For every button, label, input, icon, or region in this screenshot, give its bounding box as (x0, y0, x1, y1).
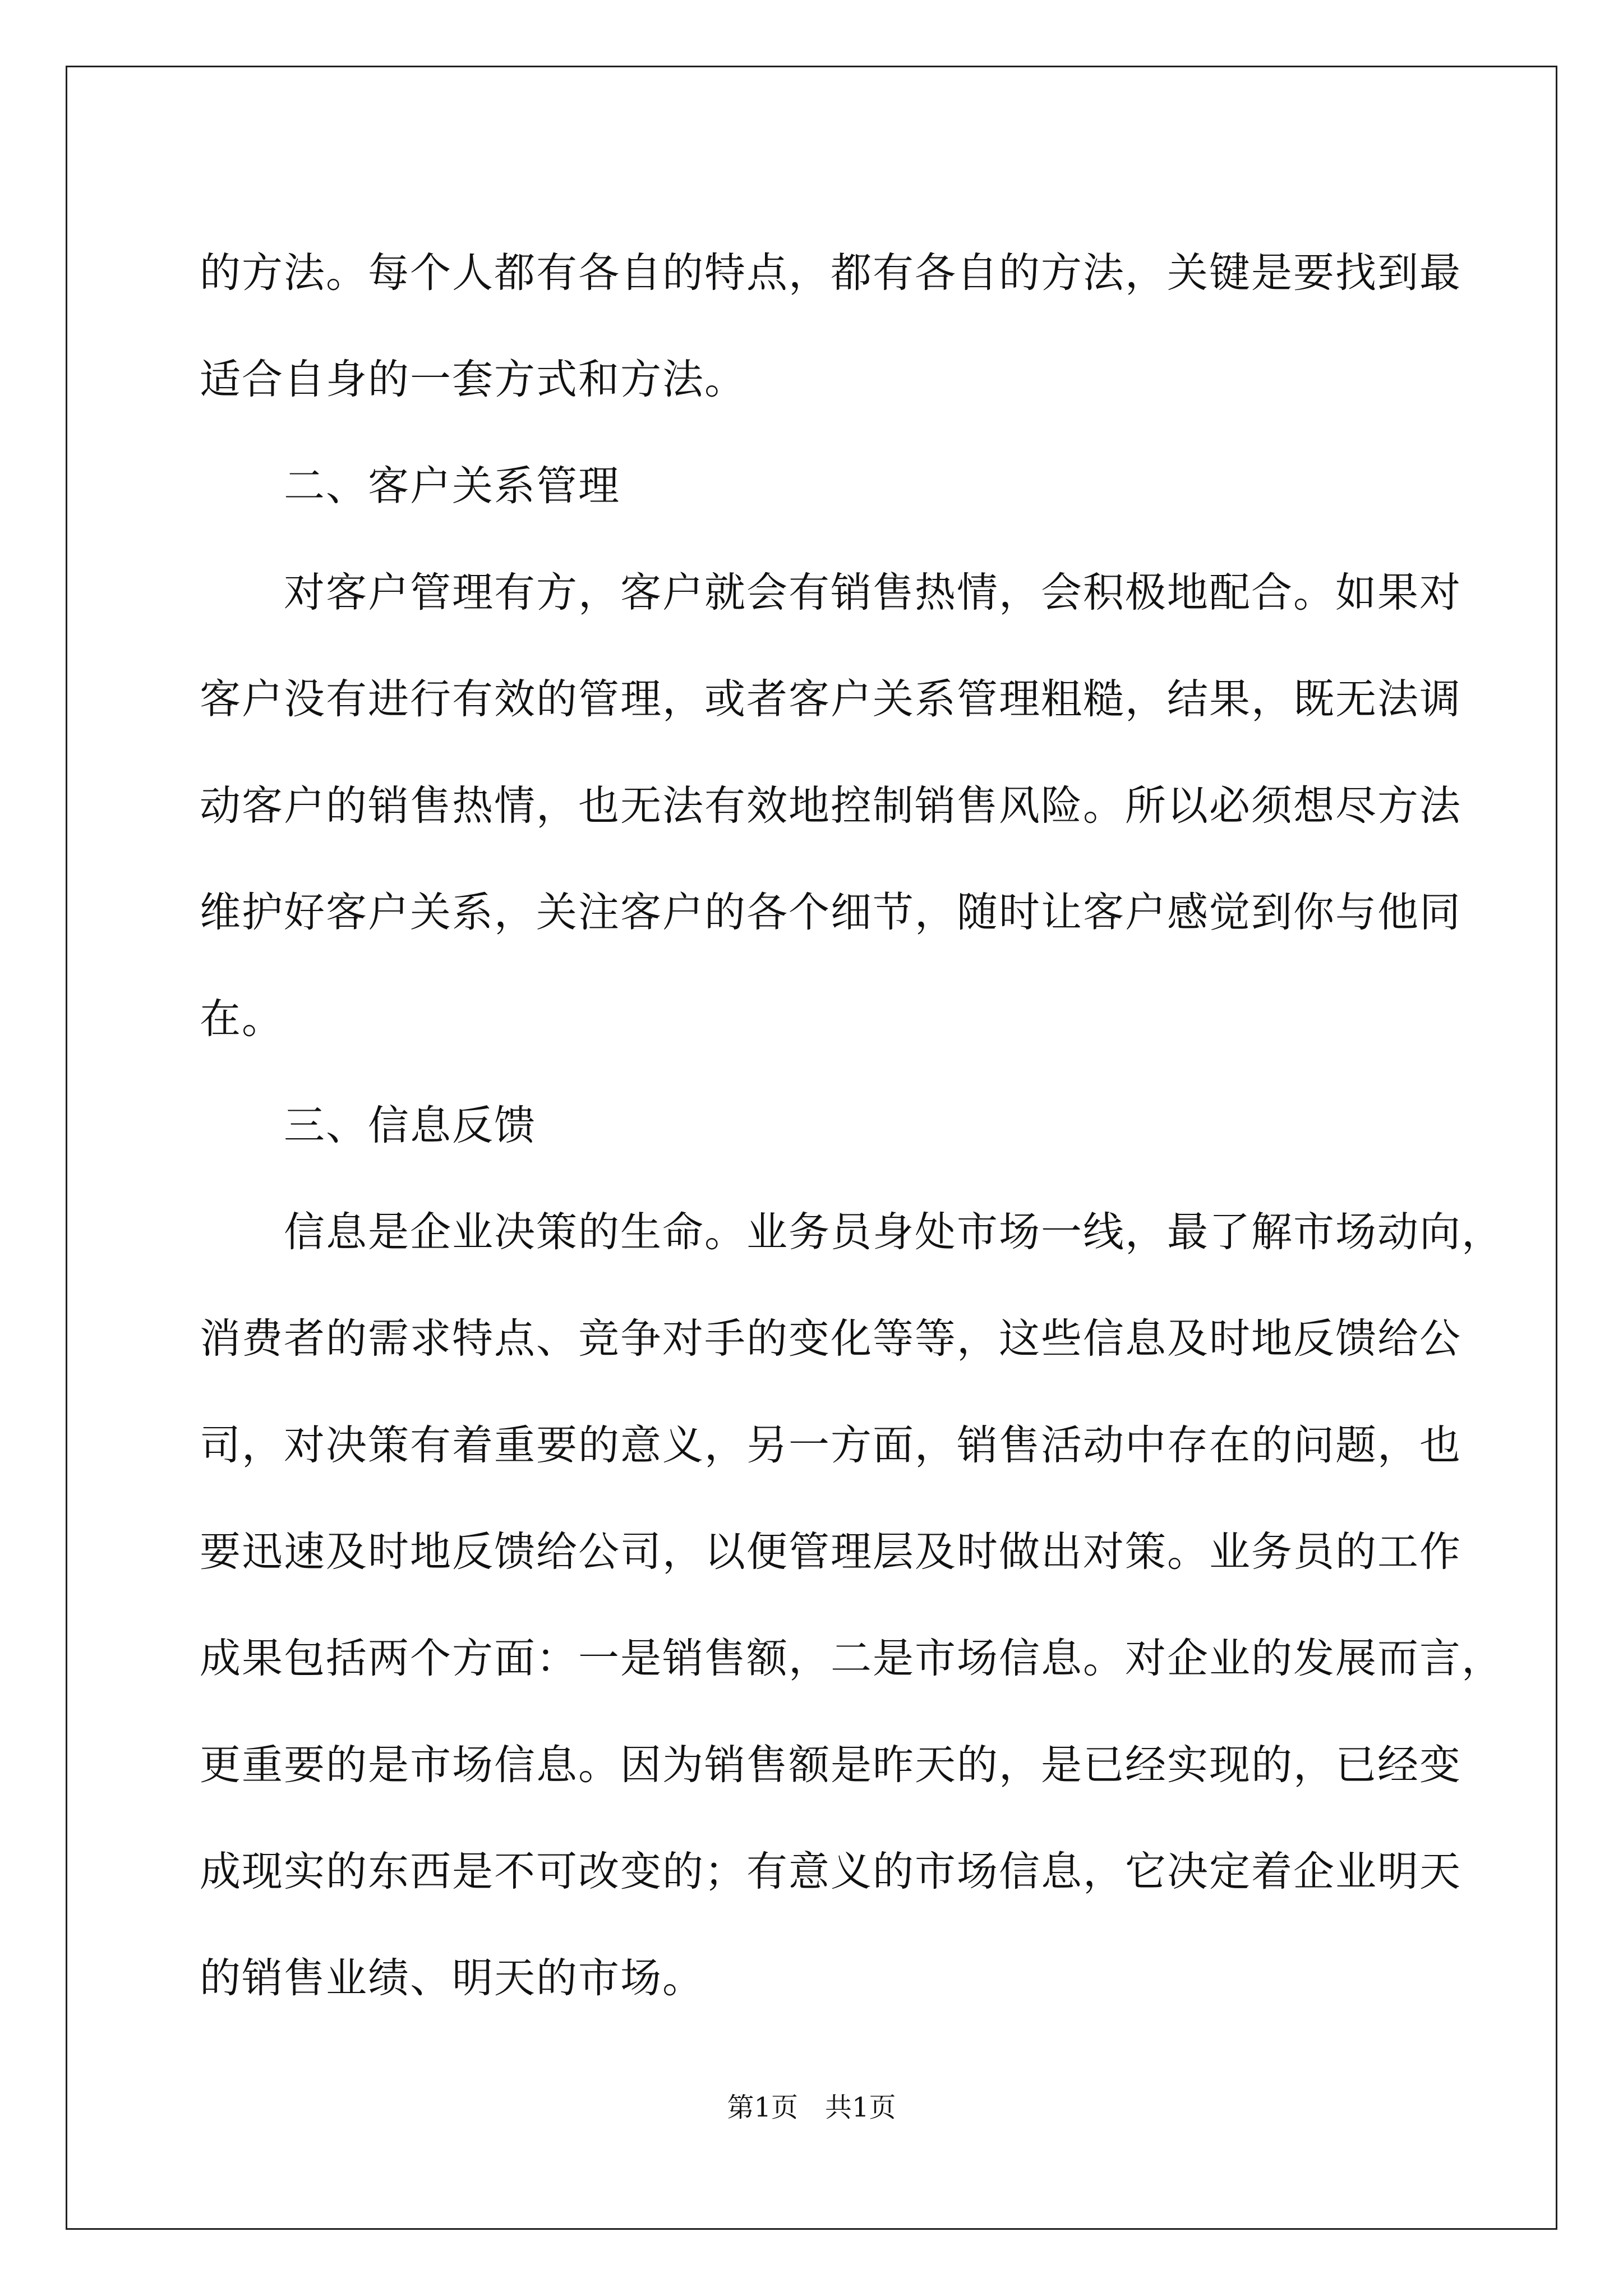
text-line: 适合自身的一套方式和方法。 (200, 356, 746, 403)
text-line: 信息是企业决策的生命。业务员身处市场一线，最了解市场动向， (284, 1208, 1504, 1256)
text-line: 客户没有进行有效的管理，或者客户关系管理粗糙，结果，既无法调 (200, 675, 1461, 723)
text-line: 在。 (200, 995, 284, 1043)
page-number: 第1页 共1页 (727, 2092, 896, 2123)
section-heading: 二、客户关系管理 (284, 462, 620, 510)
text-line: 维护好客户关系，关注客户的各个细节，随时让客户感觉到你与他同 (200, 889, 1461, 936)
text-line: 的方法。每个人都有各自的特点，都有各自的方法，关键是要找到最 (200, 249, 1461, 297)
text-line: 成现实的东西是不可改变的；有意义的市场信息，它决定着企业明天 (200, 1848, 1461, 1895)
text-line: 动客户的销售热情，也无法有效地控制销售风险。所以必须想尽方法 (200, 782, 1461, 830)
text-line: 消费者的需求特点、竞争对手的变化等等，这些信息及时地反馈给公 (200, 1315, 1461, 1363)
text-line: 的销售业绩、明天的市场。 (200, 1954, 704, 2002)
text-line: 司，对决策有着重要的意义，另一方面，销售活动中存在的问题，也 (200, 1421, 1461, 1469)
document-body (200, 220, 1504, 2032)
text-line: 要迅速及时地反馈给公司，以便管理层及时做出对策。业务员的工作 (200, 1528, 1461, 1576)
text-line: 对客户管理有方，客户就会有销售热情，会积极地配合。如果对 (284, 569, 1461, 616)
text-line: 成果包括两个方面：一是销售额，二是市场信息。对企业的发展而言， (200, 1635, 1504, 1682)
text-line: 更重要的是市场信息。因为销售额是昨天的，是已经实现的，已经变 (200, 1741, 1461, 1789)
section-heading: 三、信息反馈 (284, 1102, 536, 1149)
